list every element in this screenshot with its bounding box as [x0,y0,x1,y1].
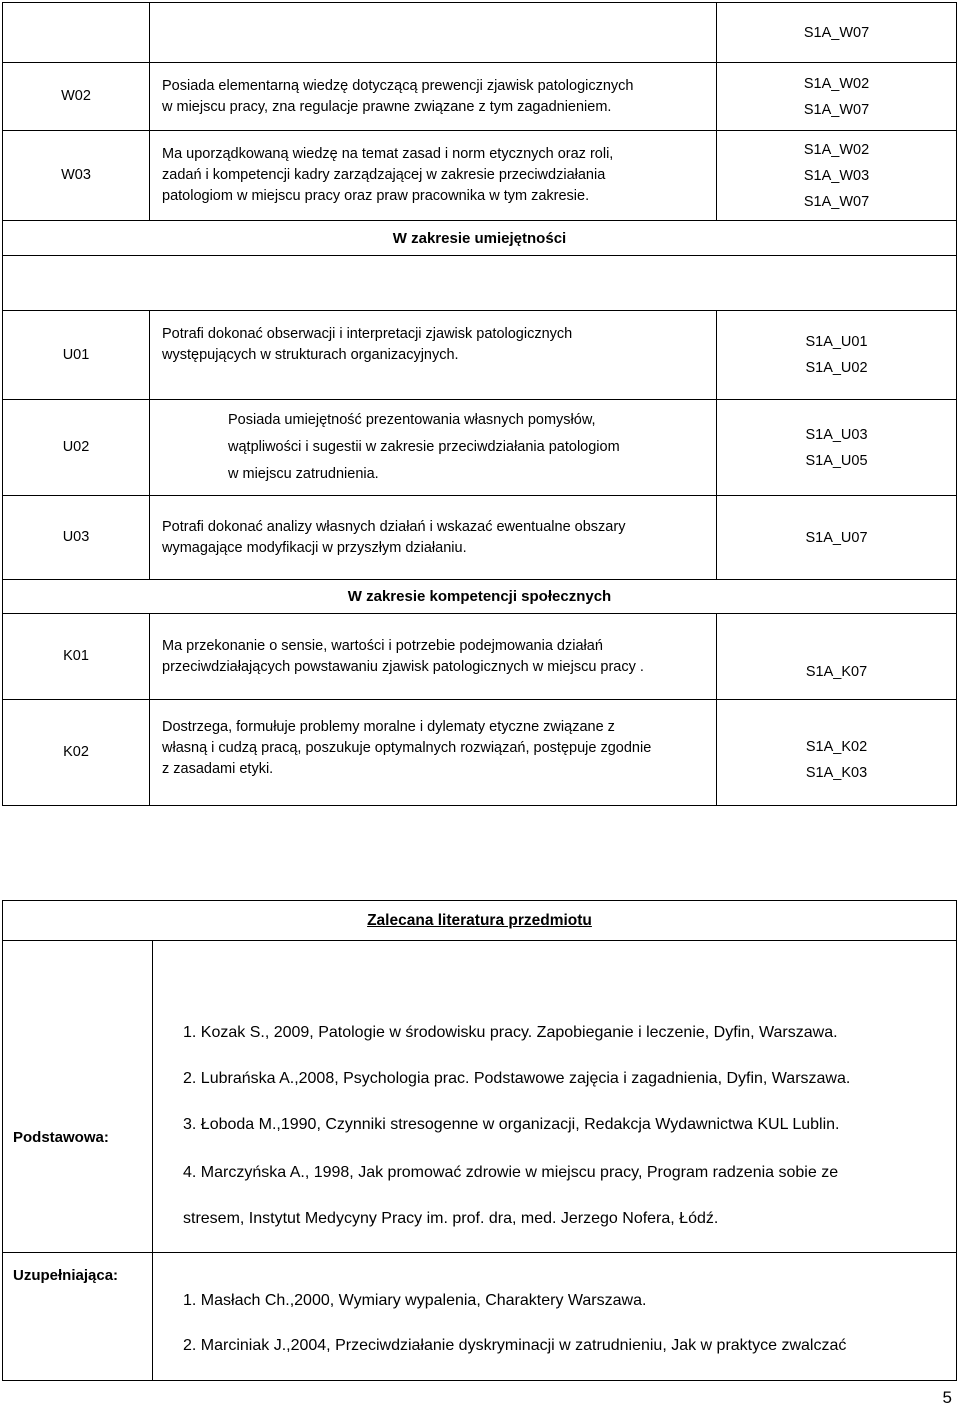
outcome-description: Posiada elementarną wiedzę dotyczącą prewencji zjawisk patologicznych w miejscu pracy, zna regulacje prawne związane z tym zagadnieniem. [150,63,717,131]
literature-table [2,900,957,1381]
literature-title: Zalecana literatura przedmiotu [3,901,957,941]
section-header-row [3,580,957,614]
outcome-description: Ma uporządkowaną wiedzę na temat zasad i norm etycznych oraz roli, zadań i kompetencji kadry zarządzającej w zakresie przeciwdziałania patologiom w miejscu pracy oraz praw pracownika w tym zakresie. [150,131,717,221]
outcome-refs: S1A_U07 [717,496,957,580]
basic-literature-label: Podstawowa: [3,941,153,1253]
outcome-description: Potrafi dokonać analizy własnych działań i wskazać ewentualne obszary wymagające modyfikacji w przyszłym działaniu. [150,496,717,580]
table-row [3,131,957,221]
outcome-refs: S1A_W07 [717,3,957,63]
literature-supplementary-row [3,1253,957,1381]
list-item: 4. Marczyńska A., 1998, Jak promować zdrowie w miejscu pracy, Program radzenia sobie ze [183,1164,839,1181]
outcome-refs: S1A_U03 S1A_U05 [717,400,957,496]
outcome-refs: S1A_W02 S1A_W07 [717,63,957,131]
outcome-description: Posiada umiejętność prezentowania własnych pomysłów, wątpliwości i sugestii w zakresie przeciwdziałania patologiom w miejscu zatrudnienia. [150,400,717,496]
literature-header-row [3,901,957,941]
outcome-description: Ma przekonanie o sensie, wartości i potrzebie podejmowania działań przeciwdziałających powstawaniu zjawisk patologicznych w miejscu pracy . [150,614,717,700]
list-item: 1. Masłach Ch.,2000, Wymiary wypalenia, Charaktery Warszawa. [183,1292,647,1309]
outcome-code: W03 [3,131,150,221]
page-number: 5 [942,1388,952,1407]
list-item: 3. Łoboda M.,1990, Czynniki stresogenne w organizacji, Redakcja Wydawnictwa KUL Lublin. [183,1116,840,1133]
spacer-row [3,256,957,311]
table-row [3,614,957,700]
table-row [3,400,957,496]
outcome-refs: S1A_U01 S1A_U02 [717,311,957,400]
basic-literature-list [153,941,957,1253]
outcome-code: W02 [3,63,150,131]
skills-section-header: W zakresie umiejętności [3,221,957,256]
outcome-description: Potrafi dokonać obserwacji i interpretacji zjawisk patologicznych występujących w strukturach organizacyjnych. [150,311,717,400]
outcome-code: U01 [3,311,150,400]
literature-basic-row [3,941,957,1253]
list-item: 1. Kozak S., 2009, Patologie w środowisku pracy. Zapobieganie i leczenie, Dyfin, Warszawa. [183,1024,838,1041]
outcome-code: K01 [3,614,150,700]
section-header-row [3,221,957,256]
table-row [3,700,957,806]
social-section-header: W zakresie kompetencji społecznych [3,580,957,614]
outcome-refs: S1A_K07 [717,614,957,700]
outcome-code: K02 [3,700,150,806]
list-item: stresem, Instytut Medycyny Pracy im. prof. dra, med. Jerzego Nofera, Łódź. [183,1210,719,1227]
outcome-refs: S1A_W02 S1A_W03 S1A_W07 [717,131,957,221]
outcome-code: U03 [3,496,150,580]
learning-outcomes-table [2,2,957,806]
supplementary-literature-label: Uzupełniająca: [3,1253,153,1381]
table-row [3,496,957,580]
table-row [3,311,957,400]
outcome-description: Dostrzega, formułuje problemy moralne i dylematy etyczne związane z własną i cudzą pracą, poszukuje optymalnych rozwiązań, postępuje zgodnie z zasadami etyki. [150,700,717,806]
table-row [3,3,957,63]
table-row [3,63,957,131]
supplementary-literature-list [153,1253,957,1381]
list-item: 2. Lubrańska A.,2008, Psychologia prac. Podstawowe zajęcia i zagadnienia, Dyfin, Warszawa. [183,1070,851,1087]
outcome-code: U02 [3,400,150,496]
list-item: 2. Marciniak J.,2004, Przeciwdziałanie dyskryminacji w zatrudnieniu, Jak w praktyce zwalczać [183,1337,847,1354]
outcome-refs: S1A_K02 S1A_K03 [717,700,957,806]
